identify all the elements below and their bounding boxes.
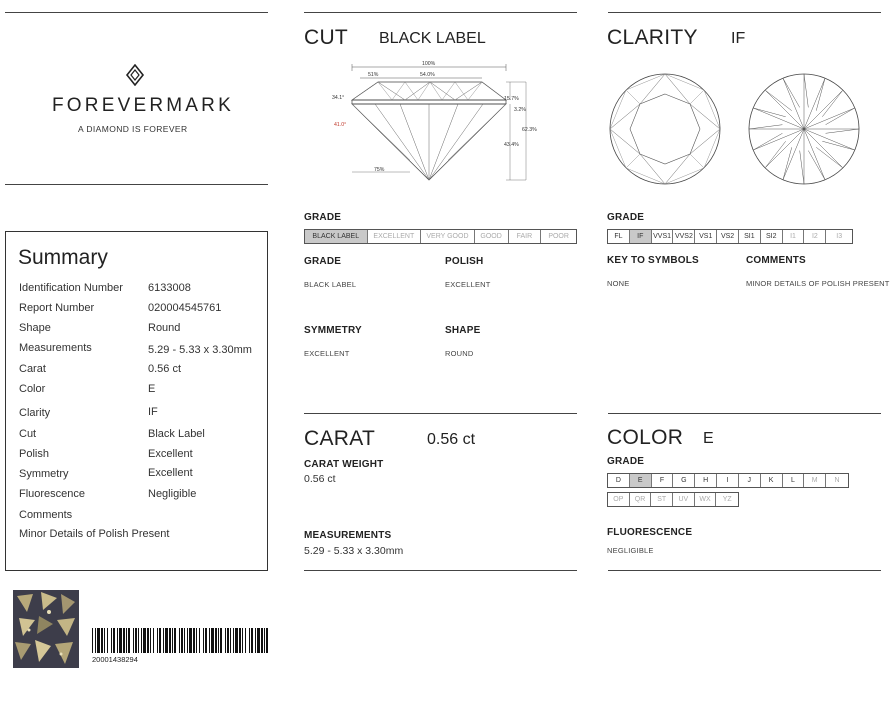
barcode-bar <box>104 628 105 653</box>
color-grade-label: GRADE <box>607 456 645 467</box>
color-scale-item: I <box>717 474 739 487</box>
barcode-bar <box>251 628 253 653</box>
clarity-scale-item: SI1 <box>739 230 761 243</box>
barcode-bar <box>135 628 137 653</box>
grade-value: BLACK LABEL <box>304 280 357 289</box>
diamond-photo <box>13 590 79 668</box>
barcode-bar <box>174 628 176 653</box>
girdle-label: 3.2% <box>514 107 526 113</box>
clarity-scale-item: I3 <box>836 233 843 240</box>
barcode-bar <box>189 628 192 653</box>
barcode-bar <box>199 628 200 653</box>
barcode-bar <box>113 628 115 653</box>
top-rule-logo <box>5 12 268 13</box>
clarity-scale-item: VVS2 <box>673 230 695 243</box>
summary-value: 020004545761 <box>148 302 222 314</box>
clarity-scale-item: SI2 <box>761 230 783 243</box>
barcode-bar <box>227 628 229 653</box>
clarity-scale-item: IF <box>630 230 652 243</box>
barcode-bar <box>211 628 214 653</box>
summary-label: Measurements <box>19 342 92 354</box>
barcode-bar <box>159 628 161 653</box>
total-depth-label: 62.3% <box>522 127 537 133</box>
summary-label: Color <box>19 383 46 395</box>
comments-value: MINOR DETAILS OF POLISH PRESENT <box>746 279 890 288</box>
barcode-bar <box>249 628 250 653</box>
barcode-bar <box>257 628 260 653</box>
color-scale-item: G <box>673 474 695 487</box>
bottom-rule-color <box>608 570 881 571</box>
clarity-scale-item: I2 <box>804 230 826 243</box>
star-length-label: 51% <box>368 72 379 78</box>
pavilion-angle-label: 41.0° <box>334 122 347 128</box>
color-scale-item: H <box>695 474 717 487</box>
summary-label: Shape <box>19 322 51 334</box>
summary-label: Comments <box>19 509 73 521</box>
barcode-bar <box>107 628 108 653</box>
color-subtitle: E <box>703 430 714 447</box>
barcode <box>92 628 270 653</box>
barcode-bar <box>111 628 112 653</box>
barcode-bar <box>133 628 134 653</box>
barcode-bar <box>220 628 222 653</box>
barcode-bar <box>215 628 217 653</box>
brand-name: FOREVERMARK <box>52 95 234 116</box>
color-grade-scale-row2 <box>607 492 739 507</box>
symmetry-heading: SYMMETRY <box>304 325 362 336</box>
barcode-bar <box>233 628 234 653</box>
grade-heading: GRADE <box>304 256 342 267</box>
lower-half-label: 75% <box>374 167 385 173</box>
color-scale-item: L <box>783 474 805 487</box>
barcode-bar <box>163 628 164 653</box>
barcode-bar <box>203 628 204 653</box>
summary-label: Carat <box>19 363 46 375</box>
barcode-bar <box>172 628 173 653</box>
barcode-bar <box>119 628 122 653</box>
carat-weight-value: 0.56 ct <box>304 473 336 485</box>
color-scale-item: YZ <box>722 496 732 503</box>
barcode-bar <box>141 628 142 653</box>
summary-label: Polish <box>19 448 49 460</box>
barcode-bar <box>169 628 171 653</box>
color-scale-item: K <box>761 474 783 487</box>
bottom-rule-carat <box>304 570 577 571</box>
table-width-label: 54.0% <box>420 72 435 78</box>
clarity-scale-item: VVS1 <box>652 230 674 243</box>
measurements-heading: MEASUREMENTS <box>304 530 392 541</box>
polish-heading: POLISH <box>445 256 484 267</box>
color-scale-item: UV <box>673 493 695 506</box>
cut-scale-item: POOR <box>548 233 569 240</box>
barcode-bar <box>184 628 185 653</box>
barcode-bar <box>128 628 130 653</box>
barcode-bar <box>181 628 183 653</box>
barcode-bar <box>242 628 243 653</box>
clarity-pavilion-diagram <box>747 72 861 186</box>
barcode-bar <box>95 628 96 653</box>
color-grade-scale-row1 <box>607 473 849 488</box>
top-rule-cut <box>304 12 577 13</box>
barcode-bar <box>92 628 93 653</box>
summary-label: Identification Number <box>19 282 123 294</box>
barcode-bar <box>179 628 180 653</box>
clarity-scale-item: VS2 <box>717 230 739 243</box>
barcode-bar <box>193 628 195 653</box>
barcode-bar <box>143 628 146 653</box>
cut-scale-item: VERY GOOD <box>421 230 475 243</box>
cut-scale-item: EXCELLENT <box>368 230 422 243</box>
summary-value: Excellent <box>148 467 193 479</box>
barcode-bar <box>187 628 188 653</box>
carat-title: CARAT <box>304 427 376 450</box>
measurements-value: 5.29 - 5.33 x 3.30mm <box>304 545 404 557</box>
clarity-title: CLARITY <box>607 26 698 49</box>
barcode-bar <box>153 628 154 653</box>
summary-title: Summary <box>18 246 108 269</box>
color-scale-item: J <box>739 474 761 487</box>
top-rule-color <box>608 413 881 414</box>
clarity-crown-diagram <box>608 72 722 186</box>
comments-heading: COMMENTS <box>746 255 806 266</box>
barcode-bar <box>245 628 246 653</box>
cut-scale-item: FAIR <box>509 230 542 243</box>
color-scale-item: OP <box>608 493 630 506</box>
barcode-bar <box>209 628 210 653</box>
clarity-scale-item: FL <box>608 230 630 243</box>
key-to-symbols-value: NONE <box>607 279 630 288</box>
barcode-bar <box>255 628 256 653</box>
summary-label: Fluorescence <box>19 488 86 500</box>
summary-value: E <box>148 383 156 395</box>
pavilion-depth-label: 43.4% <box>504 142 519 148</box>
summary-value: Excellent <box>148 448 193 460</box>
top-rule-clarity <box>608 12 881 13</box>
cut-title: CUT <box>304 26 349 49</box>
summary-value: Black Label <box>148 428 205 440</box>
barcode-bar <box>123 628 125 653</box>
barcode-bar <box>264 628 265 653</box>
clarity-scale-item: VS1 <box>695 230 717 243</box>
barcode-bar <box>225 628 226 653</box>
barcode-bar <box>147 628 149 653</box>
total-width-label: 100% <box>422 61 436 67</box>
barcode-bar <box>97 628 100 653</box>
summary-value: 6133008 <box>148 282 191 294</box>
barcode-bar <box>266 628 268 653</box>
diamond-logo-icon <box>125 64 145 91</box>
cut-grade-label: GRADE <box>304 212 342 223</box>
summary-comments: Minor Details of Polish Present <box>19 528 170 540</box>
summary-label: Clarity <box>19 407 51 419</box>
color-title: COLOR <box>607 426 684 449</box>
color-scale-item: ST <box>651 493 673 506</box>
barcode-bar <box>196 628 197 653</box>
top-rule-carat <box>304 413 577 414</box>
summary-value: IF <box>148 406 158 418</box>
carat-subtitle: 0.56 ct <box>427 431 476 448</box>
color-scale-item: E <box>630 474 652 487</box>
barcode-bar <box>205 628 207 653</box>
cut-proportion-diagram <box>330 60 545 185</box>
shape-heading: SHAPE <box>445 325 481 336</box>
crown-height-label: 15.7% <box>504 96 519 102</box>
cut-scale-item: GOOD <box>475 230 509 243</box>
barcode-bar <box>117 628 118 653</box>
summary-value: Round <box>148 322 181 334</box>
barcode-bar <box>157 628 158 653</box>
color-scale-item: QR <box>630 493 652 506</box>
barcode-number: 20001438294 <box>92 655 138 664</box>
color-scale-item: F <box>652 474 674 487</box>
cut-subtitle: BLACK LABEL <box>379 30 486 47</box>
summary-value: Negligible <box>148 488 197 500</box>
barcode-bar <box>126 628 127 653</box>
symmetry-value: EXCELLENT <box>304 349 350 358</box>
barcode-bar <box>150 628 151 653</box>
carat-weight-heading: CARAT WEIGHT <box>304 459 384 470</box>
polish-value: EXCELLENT <box>445 280 491 289</box>
barcode-bar <box>235 628 238 653</box>
barcode-bar <box>239 628 241 653</box>
summary-label: Cut <box>19 428 37 440</box>
bottom-rule-logo <box>5 184 268 185</box>
fluorescence-heading: FLUORESCENCE <box>607 527 693 538</box>
barcode-bar <box>165 628 168 653</box>
barcode-bar <box>261 628 263 653</box>
color-scale-item: WX <box>695 493 717 506</box>
clarity-grade-scale <box>607 229 853 244</box>
summary-label: Report Number <box>19 302 95 314</box>
barcode-bar <box>218 628 219 653</box>
fluorescence-value: NEGLIGIBLE <box>607 546 654 555</box>
summary-value: 0.56 ct <box>148 363 182 375</box>
color-scale-item: M <box>804 474 826 487</box>
clarity-subtitle: IF <box>731 30 746 47</box>
barcode-bar <box>101 628 103 653</box>
barcode-bar <box>138 628 139 653</box>
color-scale-item: N <box>834 477 840 484</box>
key-to-symbols-heading: KEY TO SYMBOLS <box>607 255 699 266</box>
shape-value: ROUND <box>445 349 474 358</box>
clarity-scale-item: I1 <box>783 230 805 243</box>
summary-box <box>5 231 268 571</box>
cut-scale-item: BLACK LABEL <box>305 230 368 243</box>
brand-tagline: A DIAMOND IS FOREVER <box>78 124 188 134</box>
clarity-grade-label: GRADE <box>607 212 645 223</box>
barcode-bar <box>230 628 231 653</box>
summary-label: Symmetry <box>19 468 69 480</box>
summary-value: 5.29 - 5.33 x 3.30mm <box>148 344 252 356</box>
cut-grade-scale <box>304 229 577 244</box>
crown-angle-label: 34.1° <box>332 95 345 101</box>
color-scale-item: D <box>608 474 630 487</box>
